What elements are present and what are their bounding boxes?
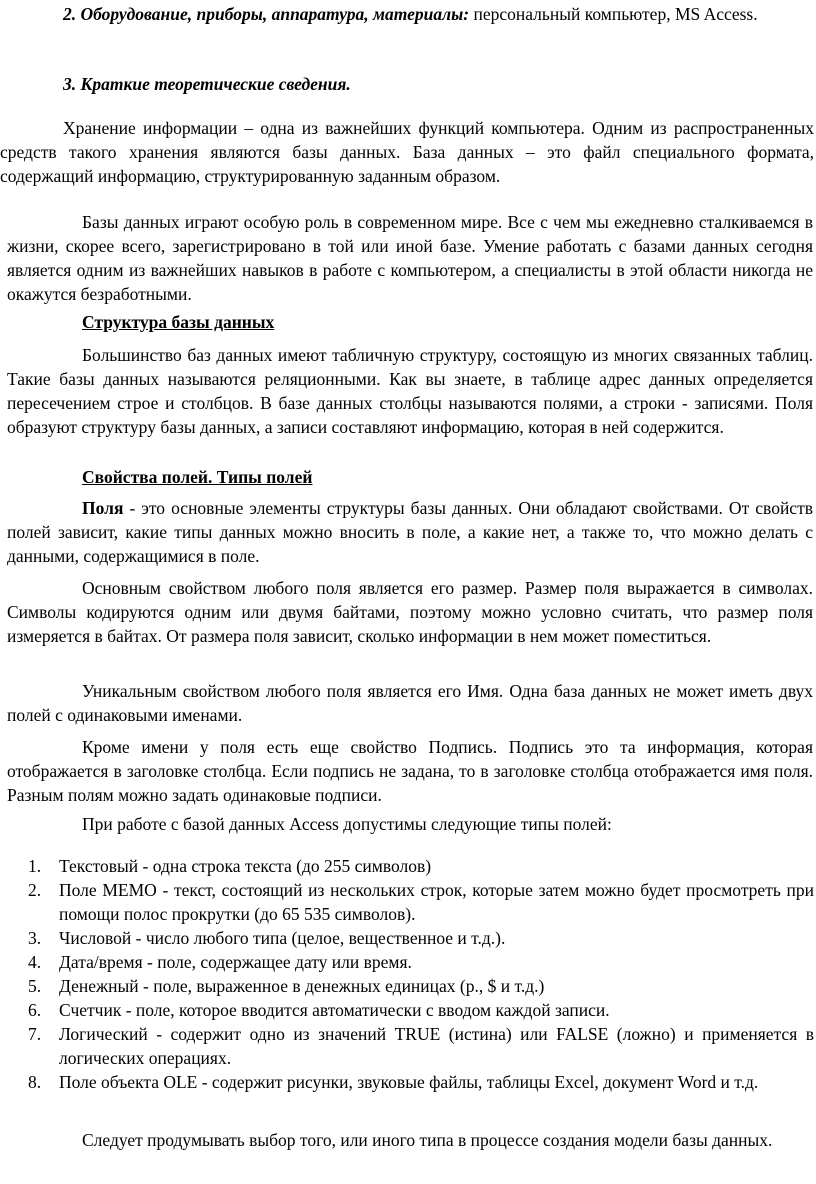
list-item: [0, 1070, 814, 1094]
list-item: [0, 950, 814, 974]
list-item-number: 3.: [28, 928, 42, 948]
fields-definition: - это основные элементы структуры базы данных. Они обладают свойствами. От свойств полей зависит, какие типы данных можно вносить в поле, а какие нет, а также то, что можно делать с данными, содержащимися в поле.: [7, 498, 813, 566]
list-item-text: Счетчик - поле, которое вводится автоматически с вводом каждой записи.: [59, 1000, 610, 1020]
paragraph-conclusion: Следует продумывать выбор того, или иного типа в процессе создания модели базы данных.: [82, 1130, 773, 1150]
list-item: [0, 854, 814, 878]
list-item: [0, 1022, 814, 1070]
structure-heading: Структура базы данных: [82, 312, 275, 332]
list-item-text: Поле MEMO - текст, состоящий из нескольких строк, которые затем можно будет просмотреть при помощи полос прокрутки (до 65 535 символов).: [59, 880, 814, 924]
list-item-number: 8.: [28, 1072, 42, 1092]
paragraph-storage: Хранение информации – одна из важнейших функций компьютера. Одним из распространенных средств такого хранения являются базы данных. База данных – это файл специального формата, содержащий информацию, структурированную заданным образом.: [0, 118, 814, 186]
fields-heading: Свойства полей. Типы полей: [82, 467, 313, 487]
paragraph-fields: [7, 496, 813, 568]
list-item-text: Денежный - поле, выраженное в денежных единицах (р., $ и т.д.): [59, 976, 545, 996]
list-item: [0, 998, 814, 1022]
section-2-heading: 2. Оборудование, приборы, аппаратура, материалы:: [63, 4, 470, 24]
paragraph-field-size: Основным свойством любого поля является его размер. Размер поля выражается в символах. Символы кодируются одним или двумя байтами, поэтому можно условно считать, что размер поля измеряется в байтах. От размера поля зависит, сколько информации в нем может поместиться.: [7, 578, 813, 646]
fields-term: Поля: [82, 498, 124, 518]
list-item: [0, 926, 814, 950]
list-item: [0, 974, 814, 998]
section-2-paragraph: [0, 2, 814, 26]
list-item-text: Поле объекта OLE - содержит рисунки, звуковые файлы, таблицы Excel, документ Word и т.д.: [59, 1072, 759, 1092]
paragraph-field-caption: Кроме имени у поля есть еще свойство Подпись. Подпись это та информация, которая отображается в заголовке столбца. Если подпись не задана, то в заголовке столбца отображается имя поля. Разным полям можно задать одинаковые подписи.: [7, 737, 813, 805]
list-item-text: Числовой - число любого типа (целое, вещественное и т.д.).: [59, 928, 506, 948]
list-item-text: Дата/время - поле, содержащее дату или время.: [59, 952, 412, 972]
list-item-number: 5.: [28, 976, 42, 996]
list-item-number: 7.: [28, 1024, 42, 1044]
paragraph-structure: Большинство баз данных имеют табличную структуру, состоящую из многих связанных таблиц. Такие базы данных называются реляционными. Как вы знаете, в таблице адрес данных определяется пересечением строе и столбцов. В базе данных столбцы называются полями, а строки - записями. Поля образуют структуру базы данных, а записи составляют информацию, которая в ней содержится.: [7, 345, 813, 437]
paragraph-types-intro: При работе с базой данных Access допустимы следующие типы полей:: [82, 814, 612, 834]
list-item: [0, 878, 814, 926]
list-item-number: 6.: [28, 1000, 42, 1020]
list-item-number: 1.: [28, 856, 42, 876]
paragraph-databases-role: Базы данных играют особую роль в современном мире. Все с чем мы ежедневно сталкиваемся в жизни, скорее всего, зарегистрировано в той или иной базе. Умение работать с базами данных сегодня является одним из важнейших навыков в работе с компьютером, а специалисты в этой области никогда не окажутся безработными.: [7, 212, 813, 304]
list-item-text: Текстовый - одна строка текста (до 255 символов): [59, 856, 432, 876]
section-3-heading: 3. Краткие теоретические сведения.: [63, 74, 351, 94]
list-item-number: 4.: [28, 952, 42, 972]
field-types-list: [0, 854, 814, 1094]
paragraph-field-name: Уникальным свойством любого поля является его Имя. Одна база данных не может иметь двух полей с одинаковыми именами.: [7, 681, 813, 725]
list-item-text: Логический - содержит одно из значений TRUE (истина) или FALSE (ложно) и применяется в логических операциях.: [59, 1024, 814, 1068]
list-item-number: 2.: [28, 880, 42, 900]
section-2-text: персональный компьютер, MS Access.: [469, 4, 758, 24]
